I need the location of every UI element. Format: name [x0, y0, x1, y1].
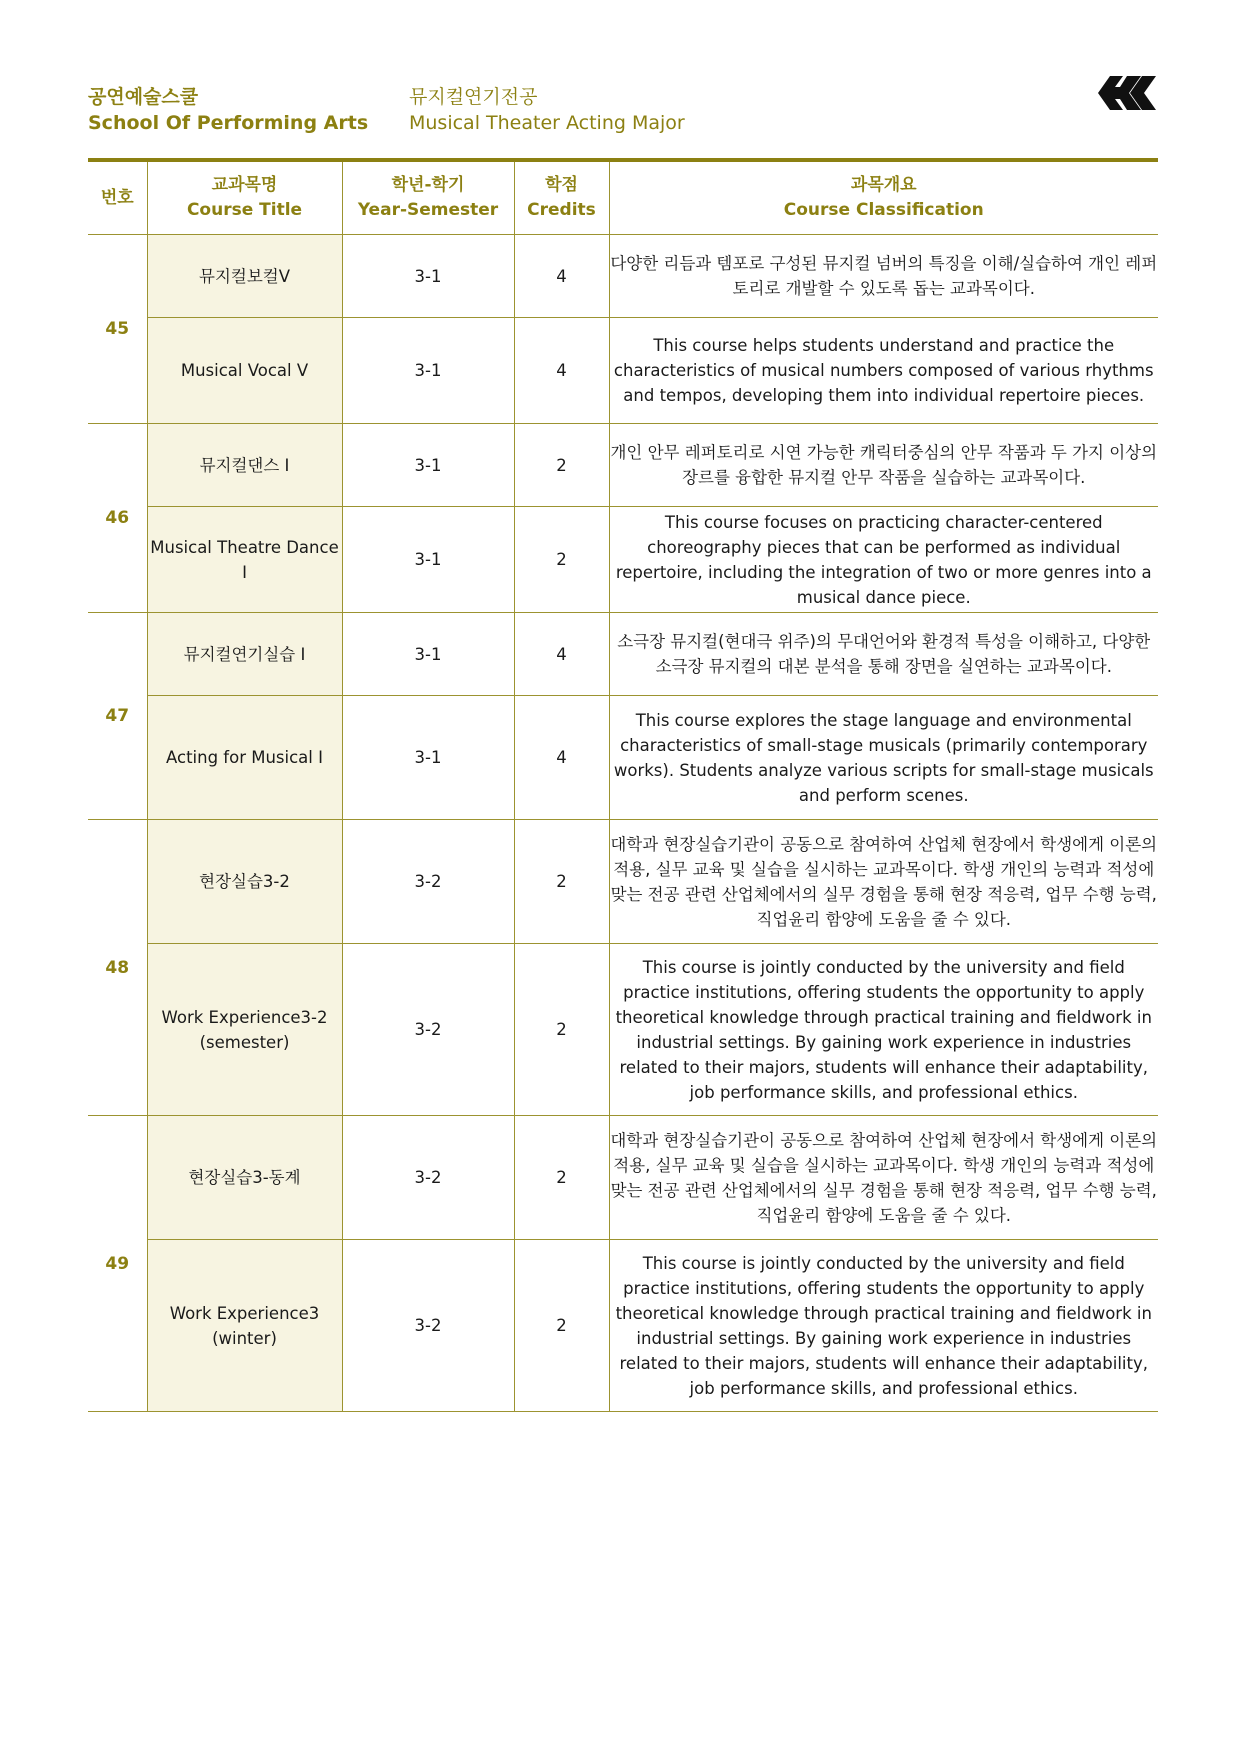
credits: 4 — [514, 696, 609, 820]
course-title-ko: 뮤지컬댄스 I — [147, 424, 342, 507]
year-semester: 3-1 — [342, 318, 514, 424]
credits: 2 — [514, 944, 609, 1116]
course-description-ko: 다양한 리듬과 템포로 구성된 뮤지컬 넘버의 특징을 이해/실습하여 개인 레퍼토리로 개발할 수 있도록 돕는 교과목이다. — [609, 235, 1158, 318]
year-semester: 3-2 — [342, 944, 514, 1116]
course-description-en: This course helps students understand and practice the characteristics of musical numbers composed of various rhythms and tempos, developing them into individual repertoire pieces. — [609, 318, 1158, 424]
major-name — [409, 84, 685, 136]
course-number: 48 — [88, 820, 147, 1116]
course-title-en: Musical Vocal V — [147, 318, 342, 424]
credits: 4 — [514, 318, 609, 424]
course-description-ko: 대학과 현장실습기관이 공동으로 참여하여 산업체 현장에서 학생에게 이론의 적용, 실무 교육 및 실습을 실시하는 교과목이다. 학생 개인의 능력과 적성에 맞는 전공 관련 산업체에서의 실무 경험을 통해 현장 적응력, 업무 수행 능력, 직업윤리 함양에 도움을 줄 수 있다. — [609, 1116, 1158, 1240]
course-title-ko: 뮤지컬연기실습 I — [147, 613, 342, 696]
year-semester: 3-1 — [342, 696, 514, 820]
major-name-en: Musical Theater Acting Major — [409, 112, 685, 134]
year-semester: 3-2 — [342, 1116, 514, 1240]
table-row — [88, 944, 1158, 1116]
credits: 4 — [514, 613, 609, 696]
year-semester: 3-1 — [342, 235, 514, 318]
year-semester: 3-2 — [342, 1240, 514, 1412]
credits: 2 — [514, 1240, 609, 1412]
course-title-en: Work Experience3 (winter) — [147, 1240, 342, 1412]
table-row — [88, 424, 1158, 507]
table-row — [88, 235, 1158, 318]
course-description-ko: 대학과 현장실습기관이 공동으로 참여하여 산업체 현장에서 학생에게 이론의 적용, 실무 교육 및 실습을 실시하는 교과목이다. 학생 개인의 능력과 적성에 맞는 전공 관련 산업체에서의 실무 경험을 통해 현장 적응력, 업무 수행 능력, 직업윤리 함양에 도움을 줄 수 있다. — [609, 820, 1158, 944]
course-title-en: Musical Theatre Dance I — [147, 507, 342, 613]
course-title-en: Work Experience3-2 (semester) — [147, 944, 342, 1116]
year-semester: 3-1 — [342, 507, 514, 613]
course-description-en: This course focuses on practicing character-centered choreography pieces that can be performed as individual repertoire, including the integration of two or more genres into a musical dance piece. — [609, 507, 1158, 613]
course-description-en: This course is jointly conducted by the university and field practice institutions, offering students the opportunity to apply theoretical knowledge through practical training and fieldwork in industrial settings. By gaining work experience in industries related to their majors, students will enhance their adaptability, job performance skills, and professional ethics. — [609, 944, 1158, 1116]
header-course-title: 교과목명 Course Title — [147, 162, 342, 235]
credits: 2 — [514, 507, 609, 613]
table-row — [88, 613, 1158, 696]
table-row — [88, 1116, 1158, 1240]
course-description-ko: 소극장 뮤지컬(현대극 위주)의 무대언어와 환경적 특성을 이해하고, 다양한 소극장 뮤지컬의 대본 분석을 통해 장면을 실연하는 교과목이다. — [609, 613, 1158, 696]
course-number: 45 — [88, 235, 147, 424]
school-name-en: School Of Performing Arts — [88, 112, 369, 134]
table-header-row — [88, 162, 1158, 235]
course-title-ko: 현장실습3-2 — [147, 820, 342, 944]
credits: 2 — [514, 424, 609, 507]
credits: 2 — [514, 820, 609, 944]
course-description-en: This course explores the stage language and environmental characteristics of small-stage musicals (primarily contemporary works). Students analyze various scripts for small-stage musicals and perform scenes. — [609, 696, 1158, 820]
year-semester: 3-2 — [342, 820, 514, 944]
table-row — [88, 507, 1158, 613]
major-name-ko: 뮤지컬연기전공 — [409, 86, 538, 108]
course-number: 47 — [88, 613, 147, 820]
table-row — [88, 696, 1158, 820]
header-number: 번호 — [88, 162, 147, 235]
course-title-ko: 뮤지컬보컬V — [147, 235, 342, 318]
header-year-semester: 학년-학기 Year-Semester — [342, 162, 514, 235]
year-semester: 3-1 — [342, 424, 514, 507]
credits: 4 — [514, 235, 609, 318]
course-title-ko: 현장실습3-동계 — [147, 1116, 342, 1240]
table-row — [88, 820, 1158, 944]
year-semester: 3-1 — [342, 613, 514, 696]
course-table — [88, 162, 1158, 1412]
table-row — [88, 318, 1158, 424]
course-title-en: Acting for Musical I — [147, 696, 342, 820]
school-name-ko: 공연예술스쿨 — [88, 86, 199, 108]
header-credits: 학점 Credits — [514, 162, 609, 235]
header-classification: 과목개요 Course Classification — [609, 162, 1158, 235]
course-description-en: This course is jointly conducted by the university and field practice institutions, offering students the opportunity to apply theoretical knowledge through practical training and fieldwork in industrial settings. By gaining work experience in industries related to their majors, students will enhance their adaptability, job performance skills, and professional ethics. — [609, 1240, 1158, 1412]
school-name — [88, 84, 368, 136]
course-number: 49 — [88, 1116, 147, 1412]
page-header — [88, 84, 1158, 144]
credits: 2 — [514, 1116, 609, 1240]
course-number: 46 — [88, 424, 147, 613]
table-row — [88, 1240, 1158, 1412]
course-description-ko: 개인 안무 레퍼토리로 시연 가능한 캐릭터중심의 안무 작품과 두 가지 이상의 장르를 융합한 뮤지컬 안무 작품을 실습하는 교과목이다. — [609, 424, 1158, 507]
ck-logo-icon — [1096, 72, 1158, 114]
